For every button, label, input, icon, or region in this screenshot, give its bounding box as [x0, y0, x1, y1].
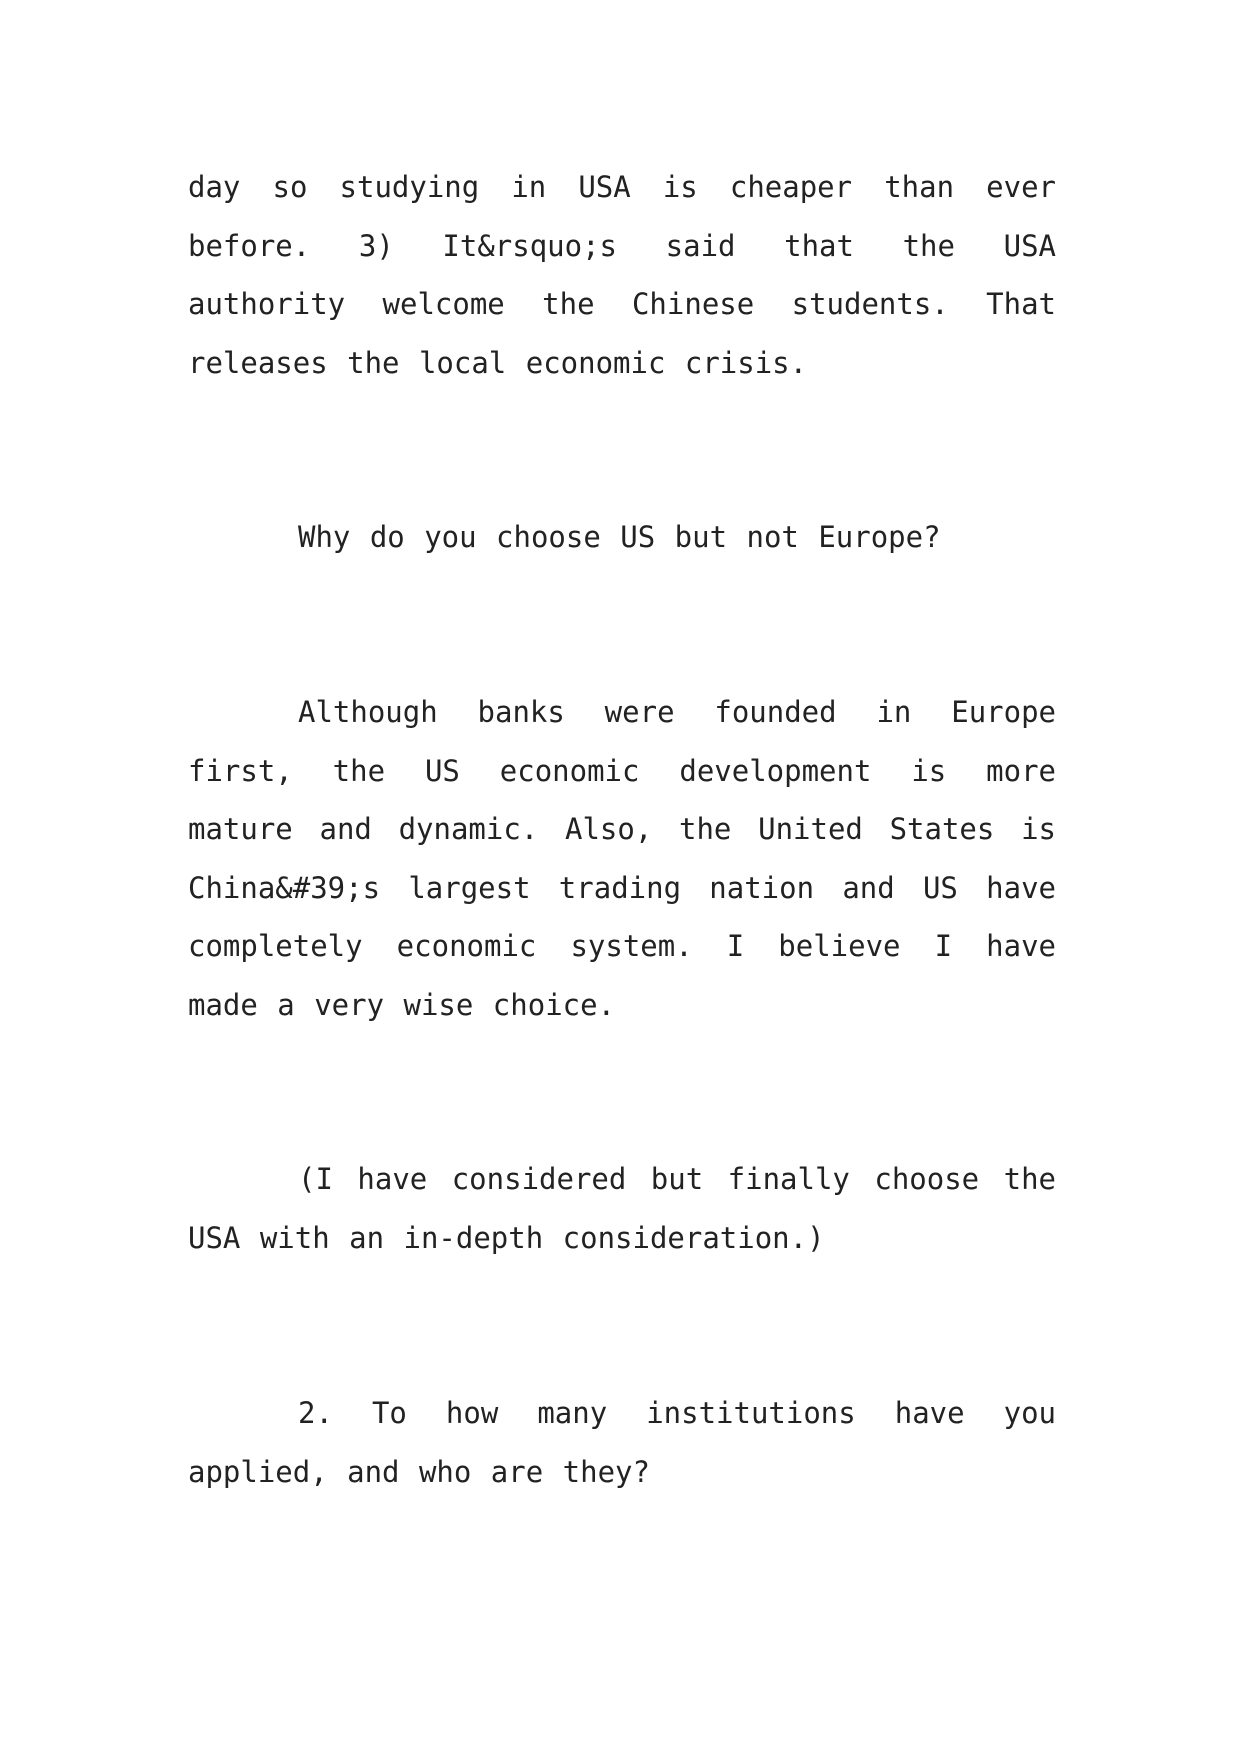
question-heading: Why do you choose US but not Europe?: [298, 520, 941, 554]
note-paragraph: (I have considered but finally choose the USA with an in-depth consideration.): [188, 1162, 1056, 1255]
answer-paragraph: Although banks were founded in Europe first, the US economic development is more mature and dynamic. Also, the United States is China&#39;s largest trading nation and US have completely economic system. I believe I have made a very wise choice.: [188, 695, 1056, 1022]
body-paragraph: day so studying in USA is cheaper than ever before. 3) It&rsquo;s said that the USA authority welcome the Chinese students. That releases the local economic crisis.: [188, 170, 1056, 380]
question-paragraph: 2. To how many institutions have you applied, and who are they?: [188, 1396, 1056, 1489]
